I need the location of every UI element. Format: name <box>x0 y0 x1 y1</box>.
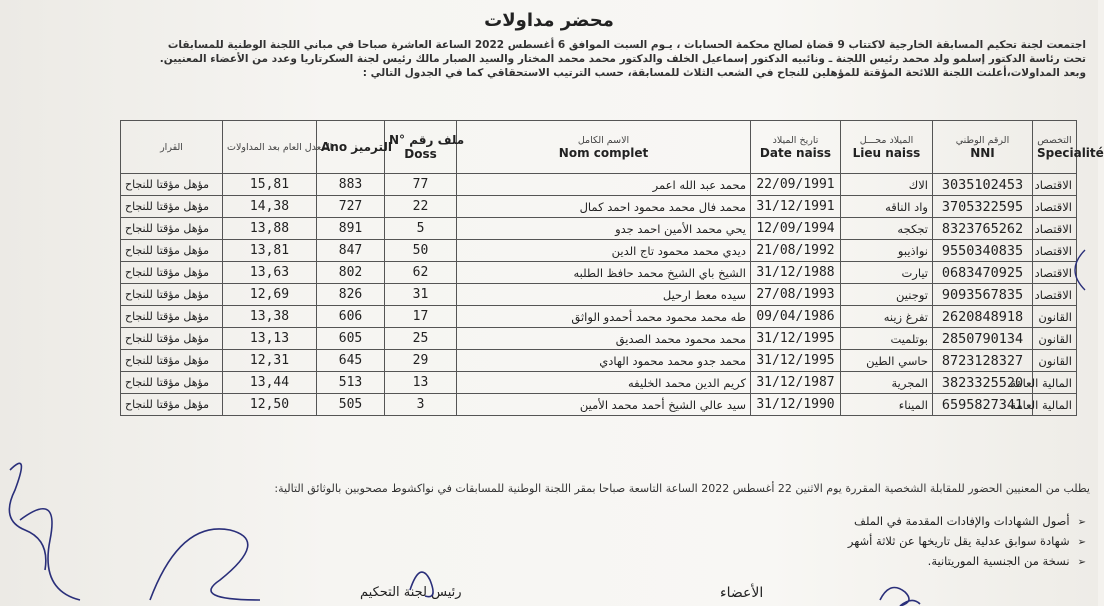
page-title: محضر مداولات <box>484 10 614 31</box>
arrow-bullet-icon: ➢ <box>1077 517 1086 528</box>
signature-stroke <box>410 572 433 597</box>
lieu-cell: الاك <box>841 174 933 196</box>
ano-cell: 513 <box>317 372 385 394</box>
lieu-cell: المجرية <box>841 372 933 394</box>
signature-stroke <box>150 529 260 600</box>
nni-cell: 2620848918 <box>933 306 1033 328</box>
arrow-bullet-icon: ➢ <box>1077 537 1086 548</box>
header-date: تاريخ الميلاد Date naiss <box>751 121 841 174</box>
moyenne-cell: 15,81 <box>223 174 317 196</box>
doss-cell: 77 <box>385 174 457 196</box>
ano-cell: 727 <box>317 196 385 218</box>
decision-cell: مؤهل مؤقتا للنجاح <box>121 262 223 284</box>
lieu-cell: حاسي الطين <box>841 350 933 372</box>
lieu-cell: واد الناقه <box>841 196 933 218</box>
specialite-cell: القانون <box>1033 328 1077 350</box>
specialite-cell: الاقتصاد <box>1033 240 1077 262</box>
president-signature-label: رئيس لجنة التحكيم <box>360 585 462 600</box>
moyenne-cell: 12,31 <box>223 350 317 372</box>
nom-cell: سيد عالي الشيخ أحمد محمد الأمين <box>457 394 751 416</box>
doss-cell: 3 <box>385 394 457 416</box>
date-cell: 31/12/1995 <box>751 328 841 350</box>
specialite-cell: القانون <box>1033 306 1077 328</box>
ano-cell: 505 <box>317 394 385 416</box>
nom-cell: الشيخ باي الشيخ محمد حافظ الطلبه <box>457 262 751 284</box>
ano-cell: 645 <box>317 350 385 372</box>
decision-cell: مؤهل مؤقتا للنجاح <box>121 394 223 416</box>
signature-stroke <box>1075 250 1085 290</box>
lieu-cell: تفرغ زينه <box>841 306 933 328</box>
doss-cell: 31 <box>385 284 457 306</box>
decision-cell: مؤهل مؤقتا للنجاح <box>121 240 223 262</box>
nom-cell: طه محمد محمود محمد أحمدو الواثق <box>457 306 751 328</box>
date-cell: 31/12/1991 <box>751 196 841 218</box>
header-moyenne: المعدل العام بعد المداولات <box>223 121 317 174</box>
lieu-cell: بوتلميت <box>841 328 933 350</box>
nni-cell: 3705322595 <box>933 196 1033 218</box>
nni-cell: 3035102453 <box>933 174 1033 196</box>
decision-cell: مؤهل مؤقتا للنجاح <box>121 174 223 196</box>
specialite-cell: الاقتصاد <box>1033 262 1077 284</box>
decision-cell: مؤهل مؤقتا للنجاح <box>121 284 223 306</box>
decision-cell: مؤهل مؤقتا للنجاح <box>121 218 223 240</box>
nom-cell: ديدي محمد محمود تاج الدين <box>457 240 751 262</box>
ano-cell: 883 <box>317 174 385 196</box>
header-doss: N° ملف رقم Doss <box>385 121 457 174</box>
ano-cell: 891 <box>317 218 385 240</box>
header-nom: الاسم الكامل Nom complet <box>457 121 751 174</box>
doss-cell: 22 <box>385 196 457 218</box>
specialite-cell: المالية العامة <box>1033 372 1077 394</box>
ano-cell: 802 <box>317 262 385 284</box>
specialite-cell: القانون <box>1033 350 1077 372</box>
date-cell: 22/09/1991 <box>751 174 841 196</box>
intro-line: تحت رئاسة الدكتور إسلمو ولد محمد رئيس اللجنة ـ ونائبيه الدكتور إسماعيل الخلف والدكتور محمد محمد المختار والسيد الصبار مالك رئيس لجنة السكرتاريا وعدد من الأعضاء المعنيين. <box>159 53 1086 65</box>
instructions-paragraph: يطلب من المعنيين الحضور للمقابلة الشخصية المقررة يوم الاثنين 22 أغسطس 2022 الساعة التاسعة صباحا بمقر اللجنة الوطنية للمسابقات في نواكشوط مصحوبين بالوثائق التالية: <box>274 482 1090 495</box>
moyenne-cell: 13,13 <box>223 328 317 350</box>
ano-cell: 826 <box>317 284 385 306</box>
ano-cell: 847 <box>317 240 385 262</box>
nni-cell: 8723128327 <box>933 350 1033 372</box>
nni-cell: 8323765262 <box>933 218 1033 240</box>
nni-cell: 6595827341 <box>933 394 1033 416</box>
moyenne-cell: 13,88 <box>223 218 317 240</box>
header-ano: Ano الترميز <box>317 121 385 174</box>
date-cell: 31/12/1988 <box>751 262 841 284</box>
specialite-cell: الاقتصاد <box>1033 284 1077 306</box>
doss-cell: 50 <box>385 240 457 262</box>
intro-line: اجتمعت لجنة تحكيم المسابقة الخارجية لاكتتاب 9 قضاة لصالح محكمة الحسابات ، يـوم السبت الموافق 6 أغسطس 2022 الساعة العاشرة صباحا في مباني اللجنة الوطنية للمسابقات <box>167 39 1086 51</box>
date-cell: 31/12/1990 <box>751 394 841 416</box>
nom-cell: محمد فال محمد محمود احمد كمال <box>457 196 751 218</box>
doss-cell: 29 <box>385 350 457 372</box>
ano-cell: 605 <box>317 328 385 350</box>
specialite-cell: الاقتصاد <box>1033 218 1077 240</box>
date-cell: 09/04/1986 <box>751 306 841 328</box>
nom-cell: محمد جدو محمد محمود الهادي <box>457 350 751 372</box>
list-item: ➢شهادة سوابق عدلية يقل تاريخها عن ثلاثة أشهر <box>626 532 1086 552</box>
nom-cell: محمد عبد الله اعمر <box>457 174 751 196</box>
list-item: ➢أصول الشهادات والإفادات المقدمة في الملف <box>626 512 1086 532</box>
signature-stroke <box>880 588 920 606</box>
doss-cell: 13 <box>385 372 457 394</box>
lieu-cell: نواذيبو <box>841 240 933 262</box>
date-cell: 27/08/1993 <box>751 284 841 306</box>
members-signature-label: الأعضاء <box>720 585 764 601</box>
date-cell: 31/12/1987 <box>751 372 841 394</box>
decision-cell: مؤهل مؤقتا للنجاح <box>121 196 223 218</box>
lieu-cell: توجنين <box>841 284 933 306</box>
doss-cell: 17 <box>385 306 457 328</box>
nom-cell: كريم الدين محمد الخليفه <box>457 372 751 394</box>
lieu-cell: الميناء <box>841 394 933 416</box>
moyenne-cell: 12,69 <box>223 284 317 306</box>
specialite-cell: الاقتصاد <box>1033 174 1077 196</box>
ano-cell: 606 <box>317 306 385 328</box>
signature-stroke <box>9 463 45 570</box>
moyenne-cell: 12,50 <box>223 394 317 416</box>
nom-cell: يحي محمد الأمين احمد جدو <box>457 218 751 240</box>
nni-cell: 2850790134 <box>933 328 1033 350</box>
header-specialite: التخصص Specialité <box>1033 121 1077 174</box>
arrow-bullet-icon: ➢ <box>1077 557 1086 568</box>
decision-cell: مؤهل مؤقتا للنجاح <box>121 328 223 350</box>
date-cell: 12/09/1994 <box>751 218 841 240</box>
specialite-cell: الاقتصاد <box>1033 196 1077 218</box>
list-item: ➢نسخة من الجنسية الموريتانية. <box>626 552 1086 572</box>
signature-stroke <box>20 509 80 600</box>
date-cell: 31/12/1995 <box>751 350 841 372</box>
intro-line: وبعد المداولات،أعلنت اللجنة اللائحة المؤقتة للمؤهلين للنجاح في الشعب الثلاث للمسابقة، حسب الترتيب الاستحقاقي كما في الجدول التالي : <box>362 67 1086 79</box>
nni-cell: 3823325520 <box>933 372 1033 394</box>
moyenne-cell: 13,63 <box>223 262 317 284</box>
lieu-cell: تيارت <box>841 262 933 284</box>
nni-cell: 0683470925 <box>933 262 1033 284</box>
doss-cell: 62 <box>385 262 457 284</box>
nni-cell: 9550340835 <box>933 240 1033 262</box>
date-cell: 21/08/1992 <box>751 240 841 262</box>
header-decision: القرار <box>121 121 223 174</box>
moyenne-cell: 14,38 <box>223 196 317 218</box>
lieu-cell: تجكجه <box>841 218 933 240</box>
decision-cell: مؤهل مؤقتا للنجاح <box>121 306 223 328</box>
specialite-cell: المالية العامة <box>1033 394 1077 416</box>
header-nni: الرقم الوطني NNI <box>933 121 1033 174</box>
moyenne-cell: 13,81 <box>223 240 317 262</box>
moyenne-cell: 13,44 <box>223 372 317 394</box>
decision-cell: مؤهل مؤقتا للنجاح <box>121 372 223 394</box>
nom-cell: محمد محمود محمد الصديق <box>457 328 751 350</box>
doss-cell: 25 <box>385 328 457 350</box>
nni-cell: 9093567835 <box>933 284 1033 306</box>
decision-cell: مؤهل مؤقتا للنجاح <box>121 350 223 372</box>
nom-cell: سيده معط ارحيل <box>457 284 751 306</box>
header-lieu: الميلاد محـــل Lieu naiss <box>841 121 933 174</box>
moyenne-cell: 13,38 <box>223 306 317 328</box>
doss-cell: 5 <box>385 218 457 240</box>
